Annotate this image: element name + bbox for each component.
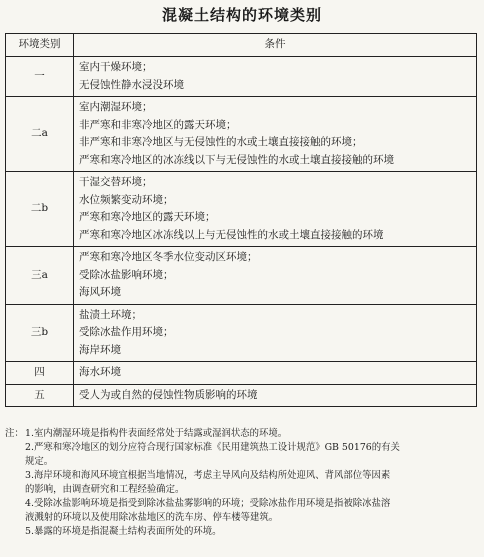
condition-line: 干湿交替环境； (79, 176, 153, 188)
table-row (6, 172, 477, 247)
table-row (6, 97, 477, 172)
table-row (6, 304, 477, 362)
category-cell: 一 (6, 57, 74, 97)
note-line: 5.暴露的环境是指混凝土结构表面所处的环境。 (25, 526, 222, 537)
category-cell: 三a (6, 247, 74, 305)
table-header-row (6, 34, 477, 57)
condition-line: 盐渍土环境； (79, 308, 142, 321)
note-item (25, 525, 480, 539)
condition-line: 严寒和寒冷地区的冰冻线以下与无侵蚀性的水或土壤直接接触的环境 (79, 153, 394, 166)
note-line: 4.受除冰盐影响环境是指受到除冰盐盐雾影响的环境；受除冰盐作用环境是指被除冰盐溶 (25, 498, 391, 509)
note-line: 2.严寒和寒冷地区的划分应符合现行国家标准《民用建筑热工设计规范》GB 50176的有关 (25, 442, 400, 453)
environment-category-table (5, 33, 477, 407)
category-cell: 四 (6, 362, 74, 385)
category-cell: 二a (6, 97, 74, 172)
conditions-cell (74, 247, 477, 305)
condition-line: 无侵蚀性静水浸没环境 (79, 78, 184, 91)
note-line: 3.海岸环境和海风环境宜根据当地情况，考虑主导风向及结构所处迎风、背风部位等因素 (25, 470, 391, 481)
condition-line: 海岸环境 (79, 343, 121, 356)
notes-section (5, 427, 480, 539)
note-item (25, 469, 480, 497)
conditions-cell (74, 172, 477, 247)
note-item (25, 441, 480, 469)
condition-line: 室内干燥环境； (79, 61, 153, 73)
table-row (6, 362, 477, 385)
conditions-cell (74, 362, 477, 385)
condition-line: 受人为或自然的侵蚀性物质影响的环境 (79, 388, 258, 401)
notes-list (5, 427, 480, 539)
note-line: 1.室内潮湿环境是指构件表面经常处于结露或湿润状态的环境。 (25, 428, 288, 439)
condition-line: 室内潮湿环境； (79, 101, 153, 113)
category-cell: 五 (6, 384, 74, 407)
condition-line: 海风环境 (79, 286, 121, 298)
page-title: 混凝土结构的环境类别 (161, 6, 322, 24)
header-category: 环境类别 (6, 34, 74, 57)
note-line: 液溅射的环境以及使用除冰盐地区的洗车房、停车楼等建筑。 (25, 512, 279, 523)
conditions-cell (74, 57, 477, 97)
table-row (6, 247, 477, 305)
notes-label: 注： (5, 428, 24, 439)
condition-line: 受除冰盐作用环境； (79, 326, 174, 338)
condition-line: 非严寒和非寒冷地区的露天环境； (79, 118, 237, 131)
header-conditions: 条件 (74, 34, 477, 57)
condition-line: 水位频繁变动环境； (79, 193, 174, 206)
note-line: 的影响，由调查研究和工程经验确定。 (25, 484, 185, 495)
category-cell: 二b (6, 172, 74, 247)
condition-line: 非严寒和非寒冷地区与无侵蚀性的水或土壤直接接触的环境； (79, 136, 363, 148)
note-item (25, 497, 480, 525)
note-line: 规定。 (25, 456, 54, 467)
conditions-cell (74, 304, 477, 362)
conditions-cell (74, 384, 477, 407)
table-row (6, 57, 477, 97)
condition-line: 严寒和寒冷地区冬季水位变动区环境； (79, 251, 258, 263)
note-item (25, 427, 480, 441)
table-row (6, 384, 477, 407)
condition-line: 受除冰盐影响环境； (79, 268, 174, 281)
condition-line: 严寒和寒冷地区冰冻线以上与无侵蚀性的水或土壤直接接触的环境 (79, 228, 384, 241)
conditions-cell (74, 97, 477, 172)
condition-line: 海水环境 (79, 366, 121, 378)
category-cell: 三b (6, 304, 74, 362)
condition-line: 严寒和寒冷地区的露天环境； (79, 211, 216, 223)
